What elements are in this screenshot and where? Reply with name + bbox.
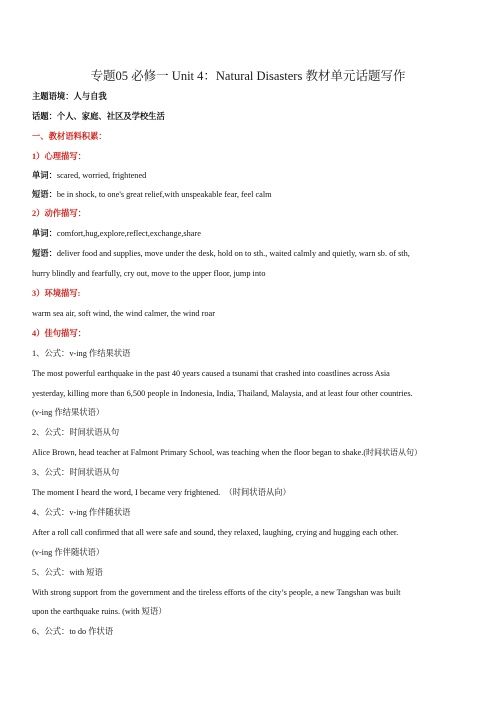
formula-5-example-2: upon the earthquake ruins. (with 短语） [32, 607, 167, 616]
env-text: warm sea air, soft wind, the wind calmer, the wind roar [32, 309, 215, 318]
formula-4-note: (v-ing 作伴随状语） [32, 548, 105, 557]
action-words-line [32, 228, 201, 239]
formula-4: 4、公式：v-ing 作伴随状语 [32, 508, 131, 517]
psych-phrases-label: 短语： [32, 190, 57, 199]
formula-3-example: The moment I heard the word, I became very frightened. [32, 488, 221, 497]
page-title: 专题05 必修一 Unit 4：Natural Disasters 教材单元话题写作 [90, 69, 406, 83]
psych-phrases: be in shock, to one's great relief,with unspeakable fear, feel calm [56, 190, 272, 199]
psych-words: scared, worried, frightened [56, 171, 147, 180]
formula-6: 6、公式：to do 作状语 [32, 627, 114, 636]
formula-1-example-1: The most powerful earthquake in the past 40 years caused a tsunami that crashed into coastlines across Asia [32, 369, 390, 378]
psych-words-label: 单词： [32, 171, 57, 180]
formula-3-note: （时间状语从向） [224, 488, 291, 497]
psych-heading: 1）心理描写： [32, 152, 86, 161]
formula-2: 2、公式：时间状语从句 [32, 428, 120, 437]
formula-1-note: (v-ing 作结果状语） [32, 408, 105, 417]
section-heading: 一、教材语料积累： [32, 132, 107, 141]
action-phrases-label: 短语： [32, 249, 57, 258]
formula-5-example-1: With strong support from the government and the tireless efforts of the city’s people, a new Tangshan was built [32, 588, 401, 597]
action-phrases-line [32, 248, 410, 259]
action-heading: 2）动作描写： [32, 209, 86, 218]
formula-2-example-line [32, 447, 422, 458]
theme-label: 主题语境： [32, 92, 74, 101]
sentences-heading: 4）佳句描写： [32, 329, 86, 338]
formula-3: 3、公式：时间状语从句 [32, 468, 120, 477]
psych-words-line [32, 170, 146, 181]
action-phrases-2: hurry blindly and fearfully, cry out, move to the upper floor, jump into [32, 269, 266, 278]
formula-2-note: (时间状语从句） [363, 448, 422, 457]
topic-value: 个人、家庭、社区及学校生活 [56, 112, 165, 121]
env-heading: 3）环境描写: [32, 289, 81, 298]
action-words-label: 单词： [32, 229, 57, 238]
action-phrases-1: deliver food and supplies, move under the desk, hold on to sth., waited calmly and quietly, warn sb. of sth, [56, 249, 410, 258]
psych-phrases-line [32, 189, 272, 200]
theme-line [32, 91, 107, 102]
formula-1: 1、公式：v-ing 作结果状语 [32, 349, 131, 358]
theme-value: 人与自我 [73, 92, 107, 101]
topic-label: 话题： [32, 112, 57, 121]
formula-3-example-line [32, 487, 291, 498]
formula-4-example: After a roll call confirmed that all were safe and sound, they relaxed, laughing, crying and hugging each other. [32, 528, 399, 537]
formula-1-example-2: yesterday, killing more than 6,500 people in Indonesia, India, Thailand, Malaysia, and at least four other countries. [32, 389, 413, 398]
formula-2-example: Alice Brown, head teacher at Falmont Primary School, was teaching when the floor began to shake. [32, 448, 364, 457]
formula-5: 5、公式：with 短语 [32, 568, 103, 577]
topic-line [32, 111, 165, 122]
action-words: comfort,hug,explore,reflect,exchange,share [56, 229, 201, 238]
